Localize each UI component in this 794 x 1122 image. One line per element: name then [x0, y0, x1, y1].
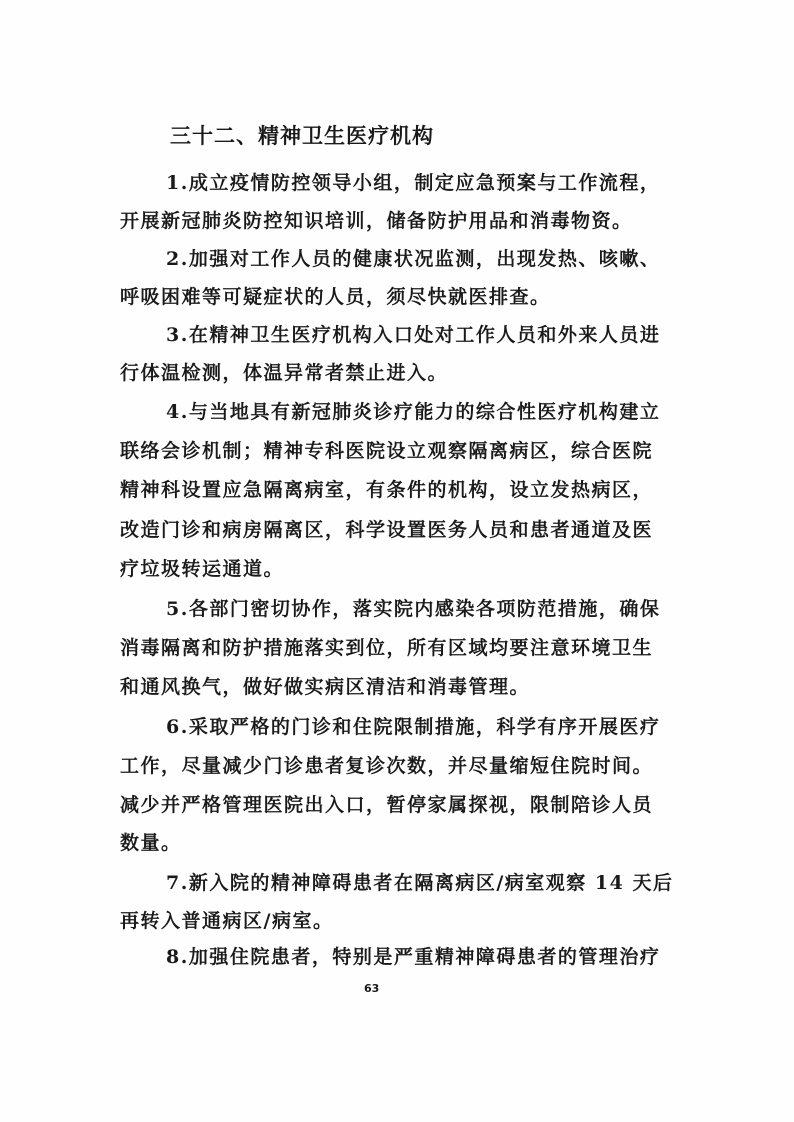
- paragraph-2-line-1: 2.加强对工作人员的健康状况监测，出现发热、咳嗽、: [166, 248, 661, 270]
- paragraph-2-line-2: 呼吸困难等可疑症状的人员，须尽快就医排查。: [120, 286, 551, 308]
- paragraph-4-line-5: 疗垃圾转运通道。: [120, 558, 285, 580]
- paragraph-3-line-2: 行体温检测，体温异常者禁止进入。: [120, 362, 449, 384]
- paragraph-6-line-1: 6.采取严格的门诊和住院限制措施，科学有序开展医疗: [166, 716, 661, 738]
- page-number: 63: [364, 982, 380, 995]
- paragraph-8-line-1: 8.加强住院患者，特别是严重精神障碍患者的管理治疗: [166, 946, 661, 968]
- paragraph-6-line-2: 工作，尽量减少门诊患者复诊次数，并尽量缩短住院时间。: [120, 755, 654, 777]
- paragraph-1-line-2: 开展新冠肺炎防控知识培训，储备防护用品和消毒物资。: [120, 210, 633, 232]
- paragraph-5-line-3: 和通风换气，做好做实病区清洁和消毒管理。: [120, 676, 531, 698]
- paragraph-1-line-1: 1.成立疫情防控领导小组，制定应急预案与工作流程，: [166, 172, 661, 194]
- paragraph-4-line-1: 4.与当地具有新冠肺炎诊疗能力的综合性医疗机构建立: [166, 401, 661, 423]
- paragraph-5-line-1: 5.各部门密切协作，落实院内感染各项防范措施，确保: [166, 598, 661, 620]
- paragraph-4-line-2: 联络会诊机制；精神专科医院设立观察隔离病区，综合医院: [120, 440, 654, 462]
- paragraph-4-line-3: 精神科设置应急隔离病室，有条件的机构，设立发热病区，: [120, 479, 654, 501]
- paragraph-4-line-4: 改造门诊和病房隔离区，科学设置医务人员和患者通道及医: [120, 519, 654, 541]
- paragraph-7-line-2: 再转入普通病区/病室。: [120, 910, 334, 932]
- paragraph-7-line-1: 7.新入院的精神障碍患者在隔离病区/病室观察 14 天后: [166, 872, 674, 894]
- paragraph-3-line-1: 3.在精神卫生医疗机构入口处对工作人员和外来人员进: [166, 324, 661, 346]
- section-heading: 三十二、精神卫生医疗机构: [170, 123, 434, 148]
- paragraph-6-line-3: 减少并严格管理医院出入口，暂停家属探视，限制陪诊人员: [120, 794, 654, 816]
- paragraph-5-line-2: 消毒隔离和防护措施落实到位，所有区域均要注意环境卫生: [120, 637, 654, 659]
- paragraph-6-line-4: 数量。: [120, 832, 182, 854]
